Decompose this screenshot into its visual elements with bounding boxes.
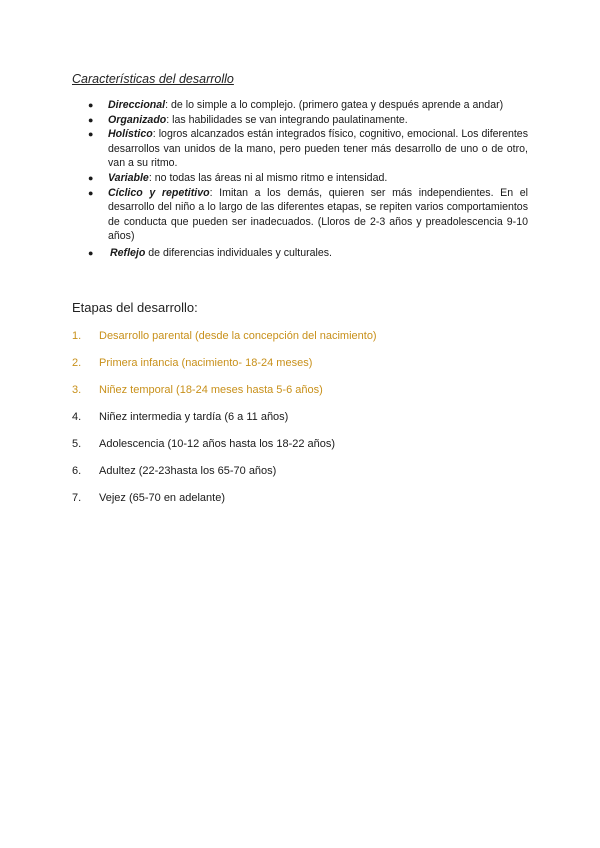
stage-text: Adolescencia (10-12 años hasta los 18-22 años) — [99, 438, 336, 450]
term-description: : las habilidades se van integrando paulatinamente. — [166, 113, 408, 126]
list-item — [88, 98, 528, 113]
list-number: 4. — [72, 411, 82, 423]
term-description: de diferencias individuales y culturales. — [145, 246, 332, 259]
list-item — [88, 246, 528, 261]
stages-list — [72, 329, 377, 518]
list-item — [72, 410, 377, 437]
bullet-icon: ● — [88, 172, 94, 183]
term-description: : Imitan a los demás, quieren ser más independientes. En el desarrollo del niño a lo largo de las diferentes etapas, se repiten varios comportamientos de conducta que pueden ser inadecuados. (Lloros de 2-3 años y preadolescencia 9-10 años) — [108, 186, 529, 243]
list-item — [72, 356, 377, 383]
stage-text: Desarrollo parental (desde la concepción del nacimiento) — [99, 330, 377, 342]
term-label: Organizado — [108, 113, 167, 126]
list-item — [88, 186, 528, 244]
bullet-icon: ● — [88, 100, 94, 110]
list-item — [72, 437, 377, 464]
stage-text: Adultez (22-23hasta los 65-70 años) — [99, 465, 277, 477]
stage-text: Niñez temporal (18-24 meses hasta 5-6 años) — [99, 384, 323, 396]
term-label: Holístico — [108, 128, 153, 141]
characteristics-list — [88, 98, 528, 261]
list-number: 2. — [72, 357, 82, 369]
list-number: 1. — [72, 330, 82, 342]
stage-text: Vejez (65-70 en adelante) — [99, 492, 225, 504]
characteristics-title: Características del desarrollo — [72, 72, 234, 86]
list-item — [88, 171, 528, 186]
term-description: : no todas las áreas ni al mismo ritmo e intensidad. — [148, 171, 388, 184]
list-item — [72, 383, 377, 410]
list-item — [72, 464, 377, 491]
list-number: 5. — [72, 438, 82, 450]
term-label: Variable — [108, 171, 149, 184]
stage-text: Primera infancia (nacimiento- 18-24 meses) — [99, 357, 313, 369]
list-number: 3. — [72, 384, 82, 396]
term-label: Direccional — [108, 99, 166, 111]
list-item — [88, 113, 528, 128]
list-number: 7. — [72, 492, 82, 504]
term-description: : logros alcanzados están integrados físico, cognitivo, emocional. Los diferentes desarrollos van unidos de la mano, pero pueden tener más desarrollo de uno o de otro, van a su ritmo. — [108, 128, 528, 170]
term-description: : de lo simple a lo complejo. (primero gatea y después aprende a andar) — [165, 99, 504, 111]
list-item — [88, 127, 528, 171]
bullet-icon: ● — [88, 247, 94, 258]
list-item — [72, 491, 377, 518]
term-label: Reflejo — [110, 246, 146, 259]
term-label: Cíclico y repetitivo — [108, 186, 210, 199]
list-item — [72, 329, 377, 356]
stage-text: Niñez intermedia y tardía (6 a 11 años) — [99, 411, 289, 423]
stages-title: Etapas del desarrollo: — [72, 300, 198, 315]
bullet-icon: ● — [88, 187, 94, 198]
bullet-icon: ● — [88, 114, 94, 125]
bullet-icon: ● — [88, 129, 94, 140]
list-number: 6. — [72, 465, 82, 477]
